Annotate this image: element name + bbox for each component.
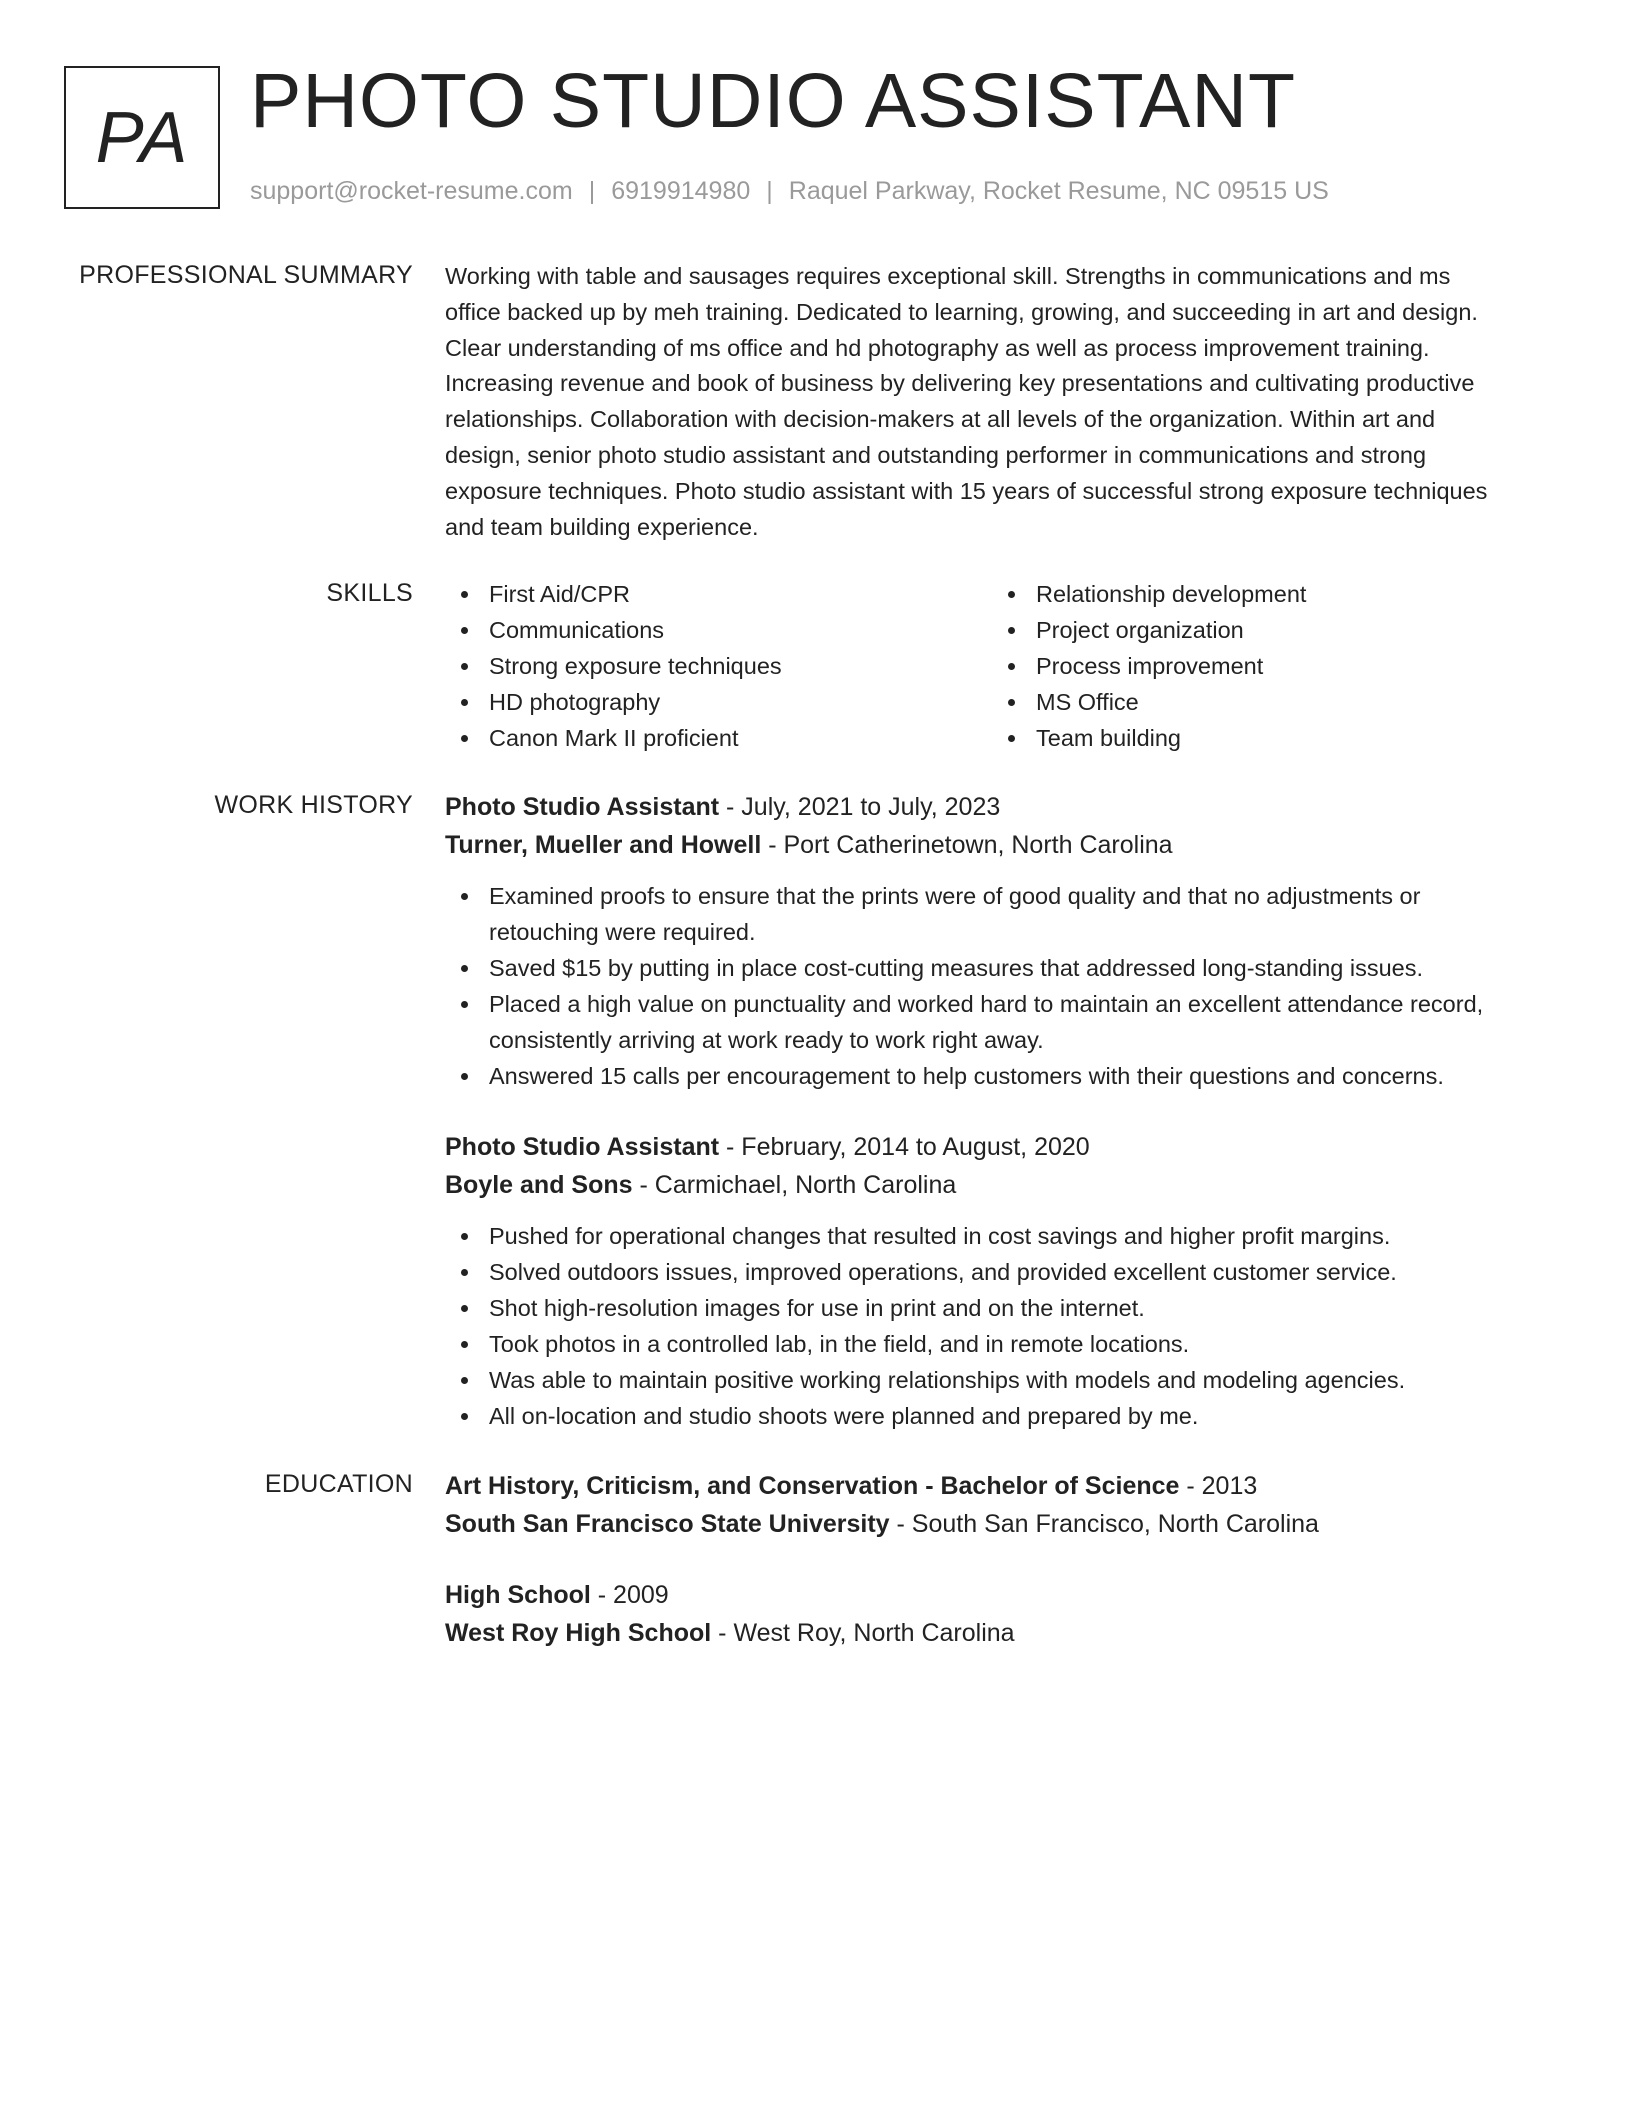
school-line xyxy=(445,1614,1560,1652)
school: South San Francisco State University xyxy=(445,1510,890,1538)
degree-line xyxy=(445,1576,1560,1614)
summary-line: office backed up by meh training. Dedicated to learning, growing, and succeeding in art and design. xyxy=(445,298,1478,325)
job-bullet xyxy=(445,1326,1560,1362)
contact-separator: | xyxy=(588,177,596,205)
summary-line: relationships. Collaboration with decision-makers at all levels of the organization. Within art and xyxy=(445,406,1436,433)
skills-grid xyxy=(445,576,1560,756)
job-bullet xyxy=(445,1218,1560,1254)
job-bullet xyxy=(445,1398,1560,1434)
job-entry xyxy=(445,788,1560,1094)
job-company-line xyxy=(445,826,1560,864)
section-label-summary: PROFESSIONAL SUMMARY xyxy=(79,261,413,289)
contact-email[interactable]: support@rocket-resume.com xyxy=(250,177,573,205)
skill-item: Process improvement xyxy=(992,648,1539,684)
job-dates: - February, 2014 to August, 2020 xyxy=(719,1133,1090,1161)
contact-address: Raquel Parkway, Rocket Resume, NC 09515 US xyxy=(788,177,1329,205)
section-label-work: WORK HISTORY xyxy=(214,791,413,819)
school-line xyxy=(445,1505,1560,1543)
job-bullet xyxy=(445,1362,1560,1398)
skills-column-left xyxy=(445,576,992,756)
job-bullet xyxy=(445,950,1560,986)
job-bullet xyxy=(445,878,1560,950)
job-dates: - July, 2021 to July, 2023 xyxy=(719,793,1001,821)
bullet-line: Placed a high value on punctuality and worked hard to maintain an excellent attendance record, xyxy=(489,991,1484,1017)
job-location: - Port Catherinetown, North Carolina xyxy=(761,831,1173,859)
school-location: - South San Francisco, North Carolina xyxy=(889,1510,1319,1538)
skills-column-right xyxy=(992,576,1539,756)
summary-line: Working with table and sausages requires exceptional skill. Strengths in communications and ms xyxy=(445,263,1451,289)
job-title-line xyxy=(445,788,1560,826)
skill-item: Relationship development xyxy=(992,576,1539,612)
job-bullet xyxy=(445,986,1560,1058)
job-title: Photo Studio Assistant xyxy=(445,793,720,821)
contact-phone[interactable]: 6919914980 xyxy=(611,177,751,205)
bullet-line: Answered 15 calls per encouragement to help customers with their questions and concerns. xyxy=(489,1063,1444,1089)
bullet-line: Took photos in a controlled lab, in the field, and in remote locations. xyxy=(489,1331,1190,1357)
summary-line: design, senior photo studio assistant and outstanding performer in communications and strong xyxy=(445,441,1427,468)
education-entry xyxy=(445,1467,1560,1543)
school-location: - West Roy, North Carolina xyxy=(711,1619,1015,1647)
degree: Art History, Criticism, and Conservation - Bachelor of Science xyxy=(445,1472,1180,1500)
section-label-education: EDUCATION xyxy=(264,1470,413,1498)
job-entry xyxy=(445,1128,1560,1434)
section-label-skills: SKILLS xyxy=(326,579,413,607)
degree-line xyxy=(445,1467,1560,1505)
bullet-line: retouching were required. xyxy=(489,919,756,945)
summary-line: Increasing revenue and book of business by delivering key presentations and cultivating productive xyxy=(445,370,1475,397)
degree-year: - 2009 xyxy=(590,1581,669,1609)
bullet-line: Shot high-resolution images for use in print and on the internet. xyxy=(489,1295,1145,1321)
bullet-line: All on-location and studio shoots were planned and prepared by me. xyxy=(489,1403,1199,1429)
skill-item: MS Office xyxy=(992,684,1539,720)
job-company-line xyxy=(445,1166,1560,1204)
skill-item: Canon Mark II proficient xyxy=(445,720,992,756)
contact-separator: | xyxy=(766,177,773,205)
job-title: Photo Studio Assistant xyxy=(445,1133,720,1161)
skill-item: Strong exposure techniques xyxy=(445,648,992,684)
education-entry xyxy=(445,1576,1560,1652)
page-title: PHOTO STUDIO ASSISTANT xyxy=(250,58,1296,144)
bullet-line: consistently arriving at work ready to work right away. xyxy=(489,1027,1044,1053)
job-company: Turner, Mueller and Howell xyxy=(445,831,762,859)
skill-item: First Aid/CPR xyxy=(445,576,992,612)
monogram-box xyxy=(64,66,220,209)
job-bullet xyxy=(445,1254,1560,1290)
bullet-line: Solved outdoors issues, improved operations, and provided excellent customer service. xyxy=(489,1259,1397,1285)
skill-item: Communications xyxy=(445,612,992,648)
job-company: Boyle and Sons xyxy=(445,1171,633,1199)
summary-line: and team building experience. xyxy=(445,513,759,540)
summary-text xyxy=(445,259,1560,545)
skill-item: Project organization xyxy=(992,612,1539,648)
job-bullet xyxy=(445,1290,1560,1326)
job-bullets xyxy=(445,878,1560,1094)
summary-line: exposure techniques. Photo studio assistant with 15 years of successful strong exposure techniques xyxy=(445,477,1488,504)
school: West Roy High School xyxy=(445,1619,712,1647)
bullet-line: Pushed for operational changes that resulted in cost savings and higher profit margins. xyxy=(489,1223,1391,1249)
job-bullets xyxy=(445,1218,1560,1434)
skill-item: Team building xyxy=(992,720,1539,756)
contact-line xyxy=(250,174,1329,208)
bullet-line: Examined proofs to ensure that the prints were of good quality and that no adjustments or xyxy=(489,883,1421,909)
job-bullet xyxy=(445,1058,1560,1094)
degree-year: - 2013 xyxy=(1179,1472,1258,1500)
job-location: - Carmichael, North Carolina xyxy=(632,1171,957,1199)
skill-item: HD photography xyxy=(445,684,992,720)
summary-line: Clear understanding of ms office and hd photography as well as process improvement training. xyxy=(445,334,1430,361)
job-title-line xyxy=(445,1128,1560,1166)
bullet-line: Saved $15 by putting in place cost-cutting measures that addressed long-standing issues. xyxy=(489,955,1424,981)
bullet-line: Was able to maintain positive working relationships with models and modeling agencies. xyxy=(489,1367,1406,1393)
monogram-initials: PA xyxy=(95,97,189,178)
degree: High School xyxy=(445,1581,591,1609)
